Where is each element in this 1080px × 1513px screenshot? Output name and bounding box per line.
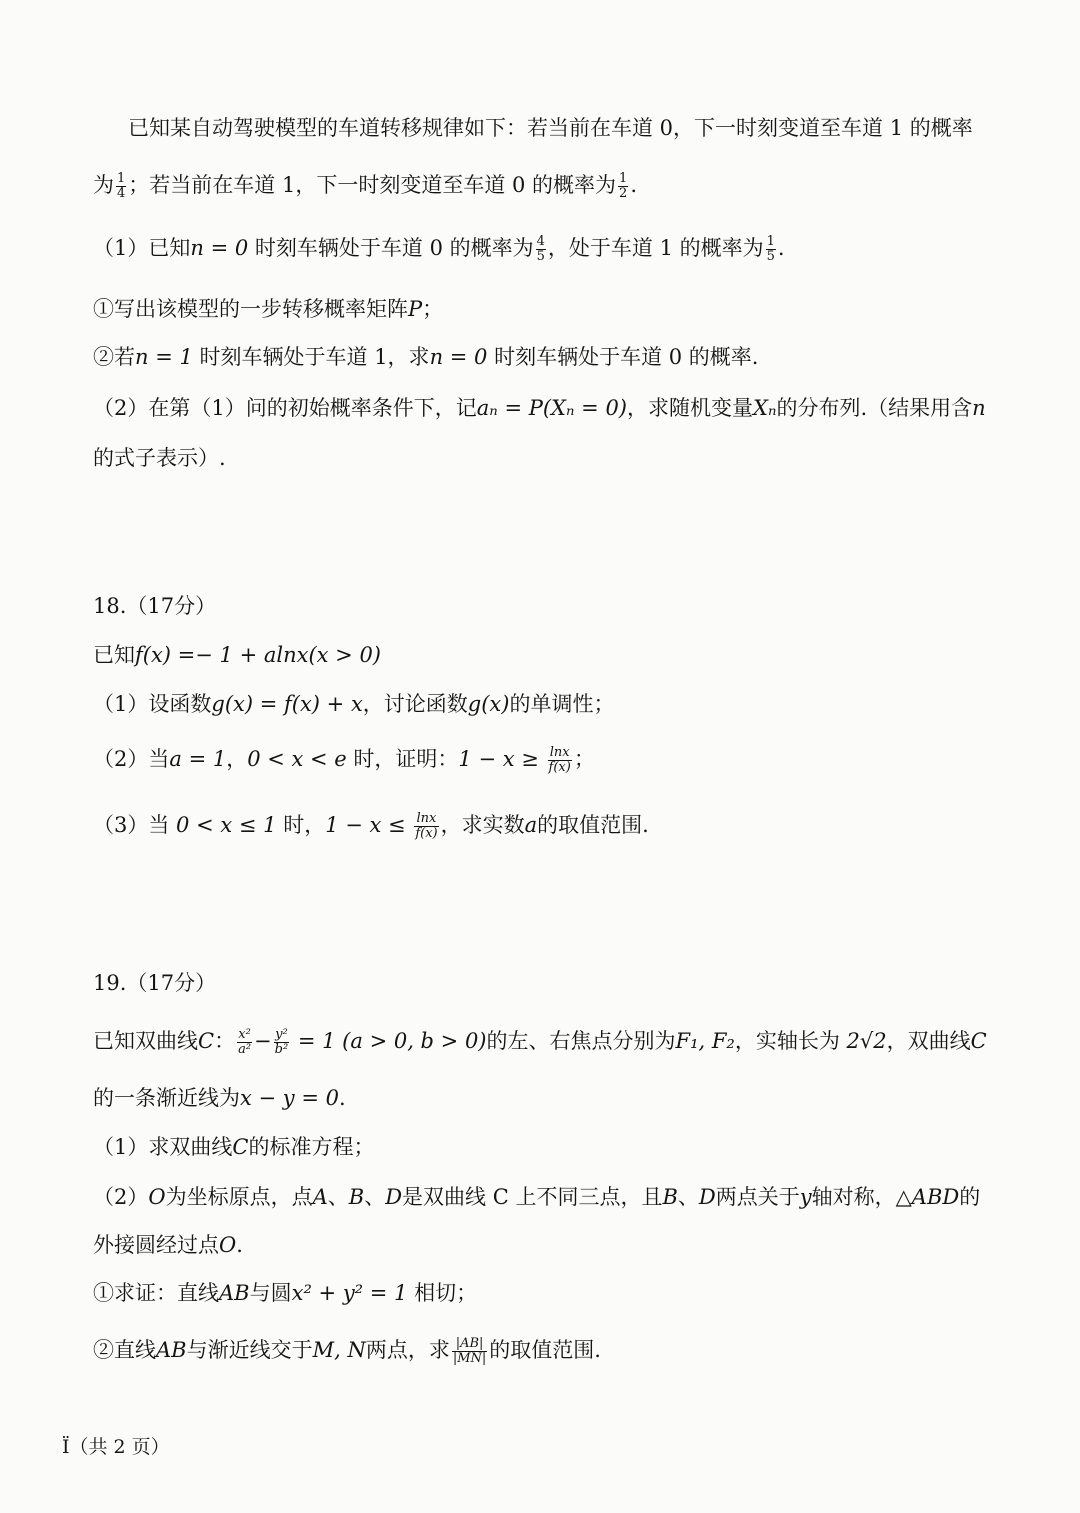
p17-q2-cont bbox=[93, 443, 1020, 473]
p18-q1-text-2: ，讨论函数 bbox=[362, 692, 468, 716]
p19-def2-text: 的一条渐近线为 bbox=[93, 1086, 240, 1110]
math-expr: 2√2 bbox=[846, 1029, 887, 1053]
math-var: P bbox=[408, 297, 423, 321]
frac-num: 1 bbox=[619, 171, 628, 186]
frac-den: f(x) bbox=[548, 760, 571, 775]
math-expr: a = 1 bbox=[169, 747, 227, 771]
fraction-ab-over-mn bbox=[452, 1337, 487, 1366]
frac-den: 4 bbox=[117, 186, 126, 201]
p19-definition bbox=[93, 1026, 1020, 1057]
p17-q1-ii-text-2: 时刻车辆处于车道 1，求 bbox=[192, 345, 430, 369]
fraction-one-fifth bbox=[766, 235, 776, 264]
math-var: AB bbox=[219, 1281, 250, 1305]
math-var: B bbox=[348, 1185, 365, 1209]
math-expr: △ABD bbox=[895, 1185, 960, 1209]
p19-q2-i-text-2: 与圆 bbox=[249, 1281, 292, 1305]
p19-q2-text-2: 为坐标原点，点 bbox=[165, 1185, 313, 1209]
fraction-lnx-over-fx bbox=[548, 746, 572, 775]
p17-q2-text: （2）在第（1）问的初始概率条件下，记 bbox=[93, 396, 477, 420]
p19-q2b-text: 外接圆经过点 bbox=[93, 1233, 219, 1257]
p17-q2 bbox=[93, 393, 1020, 423]
p19-q2-cont bbox=[93, 1230, 1020, 1260]
frac-num: 1 bbox=[766, 234, 775, 249]
frac-num: 4 bbox=[536, 234, 545, 249]
p19-q2b-text-2: . bbox=[236, 1233, 243, 1257]
math-expr: 1 − x ≤ bbox=[325, 813, 413, 837]
p19-q2-ii-text: ②直线 bbox=[93, 1338, 156, 1362]
p18-q2-text: （2）当 bbox=[93, 747, 170, 771]
p18-q2 bbox=[93, 744, 1020, 775]
p19-q2-text-5: 轴对称， bbox=[811, 1185, 896, 1209]
p19-q2-i bbox=[93, 1278, 1020, 1308]
math-expr: x² + y² = 1 bbox=[291, 1281, 408, 1305]
p17-intro-line1 bbox=[128, 113, 1020, 143]
math-var: A bbox=[312, 1185, 328, 1209]
p17-q1: （1）已知n = 0 时刻车辆处于车道 0 的概率为 $\frac{4}{5}$ ，处于车道 1 的概率为 $\frac{1}{5}$ . bbox=[93, 234, 785, 264]
math-expr: n = 0 bbox=[190, 236, 249, 260]
frac-num: |AB| bbox=[452, 1337, 487, 1352]
frac-num: lnx bbox=[414, 812, 438, 827]
math-op: − bbox=[254, 1029, 272, 1053]
p19-q2-ii-text-3: 两点，求 bbox=[365, 1338, 450, 1362]
p17-q1-ii-text: ②若 bbox=[93, 345, 135, 369]
page-count: （共 2 页） bbox=[69, 1436, 170, 1458]
frac-den: 5 bbox=[766, 249, 775, 264]
math-var: AB bbox=[156, 1338, 187, 1362]
fraction-y2-over-b2 bbox=[274, 1028, 290, 1057]
math-var: D bbox=[698, 1185, 716, 1209]
frac-den: a² bbox=[238, 1042, 252, 1057]
fraction-one-quarter bbox=[116, 172, 126, 201]
frac-den: |MN| bbox=[452, 1351, 487, 1366]
p18-q3 bbox=[93, 810, 1020, 841]
p19-q2-sep-3: 、 bbox=[677, 1185, 699, 1209]
math-var: Xₙ bbox=[753, 396, 777, 420]
p19-def2-text-2: . bbox=[338, 1086, 346, 1110]
math-expr: 0 < x < e bbox=[247, 747, 347, 771]
p18-q3-text-3: ，求实数 bbox=[440, 813, 525, 837]
math-expr: 1 − x ≥ bbox=[458, 747, 546, 771]
p18-q3-text-2: 时， bbox=[276, 813, 326, 837]
math-var: D bbox=[385, 1185, 403, 1209]
p18-def-text: 已知 bbox=[93, 643, 135, 667]
math-expr: 0 < x ≤ 1 bbox=[176, 813, 277, 837]
p17-q2-text-3: 的分布列.（结果用含 bbox=[776, 396, 973, 420]
p17-q1-i-text: ①写出该模型的一步转移概率矩阵 bbox=[93, 297, 408, 321]
p17-intro-text: 已知某自动驾驶模型的车道转移规律如下：若当前在车道 0，下一时刻变道至车道 1 的概率 bbox=[128, 116, 973, 140]
p18-q2-text-3: 时，证明： bbox=[346, 747, 459, 771]
math-expr: g(x) = f(x) + x bbox=[211, 692, 363, 716]
p19-header bbox=[93, 968, 1020, 998]
math-var: O bbox=[219, 1233, 237, 1257]
p18-q2-text-4: ； bbox=[573, 747, 595, 771]
frac-den: f(x) bbox=[415, 826, 438, 841]
frac-num: y² bbox=[275, 1027, 288, 1042]
math-var: a bbox=[524, 813, 538, 837]
frac-den: 2 bbox=[619, 186, 628, 201]
p18-q1 bbox=[93, 689, 1020, 719]
math-expr: = 1 (a > 0, b > 0) bbox=[291, 1029, 487, 1053]
math-expr: x − y = 0 bbox=[240, 1086, 339, 1110]
p17-q1-ii bbox=[93, 342, 1020, 372]
fraction-four-fifths bbox=[536, 235, 546, 264]
p19-q2-text: （2） bbox=[93, 1185, 149, 1209]
problem-number: 18.（17分） bbox=[93, 594, 217, 618]
math-expr: M, N bbox=[312, 1338, 366, 1362]
frac-num: 1 bbox=[117, 171, 126, 186]
math-expr: F₁, F₂ bbox=[675, 1029, 735, 1053]
p19-q2-text-3: 是双曲线 C 上不同三点，且 bbox=[402, 1185, 663, 1209]
p19-q2-text-4: 两点关于 bbox=[715, 1185, 800, 1209]
p19-q2-i-text: ①求证：直线 bbox=[93, 1281, 219, 1305]
p19-q2-sep: 、 bbox=[327, 1185, 349, 1209]
math-var: y bbox=[799, 1185, 812, 1209]
problem-number: 19.（17分） bbox=[93, 971, 217, 995]
p17-q1-i bbox=[93, 294, 1020, 324]
frac-den: 5 bbox=[536, 249, 545, 264]
p19-q2-text-6: 的 bbox=[959, 1185, 981, 1209]
p19-def-colon: ： bbox=[214, 1029, 236, 1053]
p17-intro-text-3: ；若当前在车道 1，下一时刻变道至车道 0 的概率为 bbox=[128, 173, 617, 197]
p19-q2-ii-text-4: 的取值范围. bbox=[489, 1338, 601, 1362]
p18-q3-text: （3）当 bbox=[93, 813, 177, 837]
p19-q2-ii-text-2: 与渐近线交于 bbox=[186, 1338, 313, 1362]
p19-q2-i-text-3: 相切； bbox=[407, 1281, 478, 1305]
p18-header bbox=[93, 591, 1020, 621]
frac-den: b² bbox=[274, 1042, 289, 1057]
frac-num: lnx bbox=[548, 746, 572, 761]
p17-intro-line2: 为 $\frac{1}{4}$ ；若当前在车道 1，下一时刻变道至车道 0 的概率为 $\frac{1}{2}$ . bbox=[93, 171, 637, 201]
fraction-one-half bbox=[618, 172, 628, 201]
math-expr: aₙ = P(Xₙ = 0) bbox=[476, 396, 627, 420]
math-expr: n = 1 bbox=[135, 345, 193, 369]
p19-def-text-2: 的左、右焦点分别为 bbox=[486, 1029, 676, 1053]
math-var: n bbox=[972, 396, 986, 420]
p19-q1-text: （1）求双曲线 bbox=[93, 1135, 233, 1159]
page-footer bbox=[62, 1433, 170, 1461]
p19-q2-ii bbox=[93, 1335, 1020, 1366]
p17-q2-text-2: ，求随机变量 bbox=[627, 396, 753, 420]
p19-def-text-4: ，双曲线 bbox=[886, 1029, 971, 1053]
p17-q1-ii-text-3: 时刻车辆处于车道 0 的概率. bbox=[487, 345, 759, 369]
p18-q1-text-3: 的单调性； bbox=[509, 692, 615, 716]
math-var: C bbox=[198, 1029, 215, 1053]
p19-definition-cont bbox=[93, 1083, 1020, 1113]
p17-q2-text-4: 的式子表示）. bbox=[93, 446, 226, 470]
fraction-x2-over-a2 bbox=[237, 1028, 252, 1057]
p17-q1-text-2: 时刻车辆处于车道 0 的概率为 bbox=[248, 236, 534, 260]
p19-q2 bbox=[93, 1182, 1020, 1212]
p17-q1-text-3: ，处于车道 1 的概率为 bbox=[547, 236, 764, 260]
math-var: O bbox=[148, 1185, 166, 1209]
p19-q1 bbox=[93, 1132, 1020, 1162]
p17-intro-text-2: 为 bbox=[93, 173, 114, 197]
frac-num: x² bbox=[238, 1027, 251, 1042]
p19-q1-text-2: 的标准方程； bbox=[248, 1135, 375, 1159]
p19-q2-sep-2: 、 bbox=[364, 1185, 386, 1209]
p18-q3-text-4: 的取值范围. bbox=[537, 813, 649, 837]
p19-def-text-3: ，实轴长为 bbox=[734, 1029, 847, 1053]
p19-def-text: 已知双曲线 bbox=[93, 1029, 198, 1053]
math-var: B bbox=[662, 1185, 678, 1209]
math-var: C bbox=[970, 1029, 987, 1053]
math-var: C bbox=[232, 1135, 249, 1159]
p17-q1-text: （1）已知 bbox=[93, 236, 191, 260]
math-expr: g(x) bbox=[467, 692, 510, 716]
fraction-lnx-over-fx bbox=[414, 812, 438, 841]
p17-q1-i-text-2: ； bbox=[422, 297, 444, 321]
p18-definition bbox=[93, 640, 1020, 670]
p18-q1-text: （1）设函数 bbox=[93, 692, 212, 716]
p18-q2-text-2: ， bbox=[226, 747, 248, 771]
footer-mark: Ï bbox=[62, 1436, 70, 1458]
math-expr: f(x) =− 1 + alnx(x > 0) bbox=[135, 643, 381, 667]
math-expr: n = 0 bbox=[429, 345, 488, 369]
